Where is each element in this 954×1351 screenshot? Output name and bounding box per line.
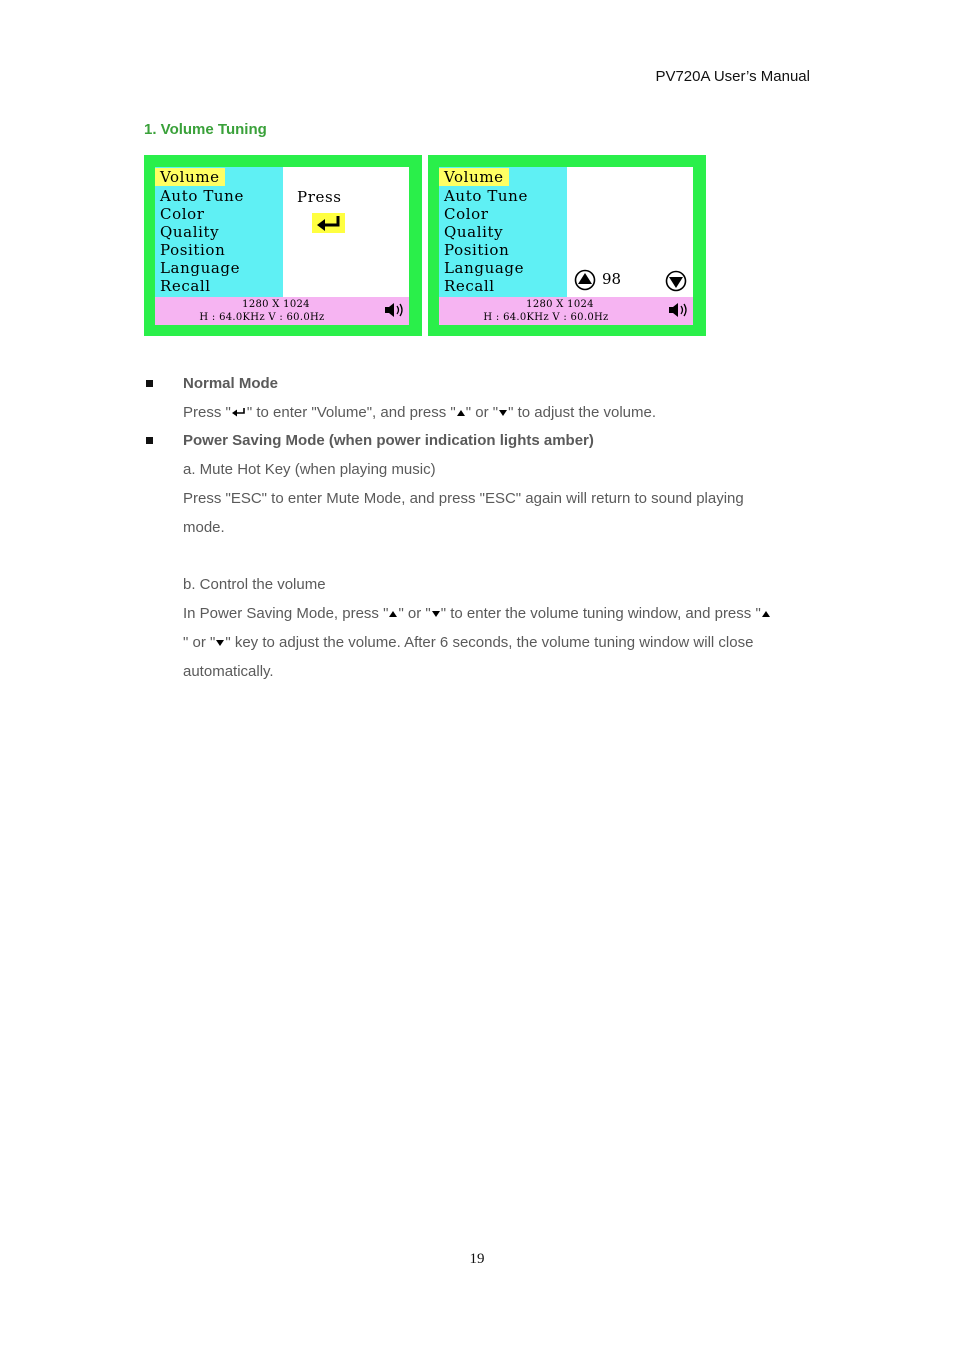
text-fragment: " key to adjust the volume. After 6 seconds, the volume tuning window will close	[225, 634, 754, 651]
control-volume-line-2	[183, 634, 753, 651]
osd-menu-item-color: Color	[160, 205, 205, 223]
volume-value: 98	[602, 270, 622, 288]
text-fragment: " to adjust the volume.	[508, 404, 656, 421]
power-saving-heading: Power Saving Mode (when power indication lights amber)	[183, 432, 594, 449]
osd-resolution: 1280 X 1024	[526, 299, 594, 310]
osd-press-label: Press	[297, 188, 342, 206]
control-volume-line-3: automatically.	[183, 663, 274, 680]
control-volume-line-1	[183, 605, 771, 622]
text-fragment: Press "	[183, 404, 231, 421]
up-triangle-icon	[456, 409, 466, 417]
manual-title: PV720A User’s Manual	[655, 68, 810, 85]
control-volume-title: b. Control the volume	[183, 576, 326, 593]
osd-screenshot-press	[144, 155, 422, 336]
down-triangle-icon	[215, 639, 225, 647]
text-fragment: " or "	[183, 634, 216, 651]
normal-mode-heading: Normal Mode	[183, 375, 279, 392]
up-triangle-icon	[761, 610, 771, 618]
up-arrow-icon	[574, 269, 596, 291]
text-fragment: " to enter the volume tuning window, and press "	[440, 605, 761, 622]
osd-menu-item-autotune: Auto Tune	[160, 187, 244, 205]
osd-menu-item-language: Language	[444, 259, 525, 277]
osd-screen	[155, 167, 409, 325]
page-number: 19	[469, 1251, 485, 1267]
enter-key-icon	[231, 407, 247, 419]
osd-status-bar	[439, 297, 693, 325]
text-fragment: " or "	[465, 404, 499, 421]
osd-menu	[155, 167, 283, 297]
osd-menu-item-autotune: Auto Tune	[444, 187, 528, 205]
osd-screen	[439, 167, 693, 325]
osd-menu-item-position: Position	[160, 241, 226, 259]
enter-key-icon	[312, 213, 345, 233]
osd-menu-item-volume: Volume	[155, 168, 225, 186]
text-fragment: In Power Saving Mode, press "	[183, 605, 389, 622]
osd-resolution: 1280 X 1024	[242, 299, 310, 310]
osd-menu-item-position: Position	[444, 241, 510, 259]
osd-menu-item-volume: Volume	[439, 168, 509, 186]
down-triangle-icon	[431, 610, 441, 618]
osd-frequency: H : 64.0KHz V : 60.0Hz	[483, 312, 609, 323]
text-fragment: " to enter "Volume", and press "	[246, 404, 456, 421]
mute-text-line-2: mode.	[183, 519, 225, 536]
osd-menu-item-recall: Recall	[444, 277, 495, 295]
bullet-icon	[146, 380, 153, 387]
osd-menu-item-quality: Quality	[160, 223, 220, 241]
osd-menu-item-recall: Recall	[160, 277, 211, 295]
osd-screenshot-volume	[428, 155, 706, 336]
osd-frequency: H : 64.0KHz V : 60.0Hz	[199, 312, 325, 323]
mute-hot-key-title: a. Mute Hot Key (when playing music)	[183, 461, 436, 478]
up-triangle-icon	[388, 610, 398, 618]
normal-mode-text	[183, 404, 656, 421]
section-title: 1. Volume Tuning	[144, 121, 267, 138]
down-triangle-icon	[498, 409, 508, 417]
osd-status-bar	[155, 297, 409, 325]
osd-menu	[439, 167, 567, 297]
down-arrow-icon	[665, 270, 687, 292]
mute-text-line-1: Press "ESC" to enter Mute Mode, and press "ESC" again will return to sound playing	[183, 490, 744, 507]
speaker-icon	[668, 300, 690, 320]
text-fragment: " or "	[398, 605, 431, 622]
osd-menu-item-language: Language	[160, 259, 241, 277]
osd-menu-item-color: Color	[444, 205, 489, 223]
osd-menu-item-quality: Quality	[444, 223, 504, 241]
speaker-icon	[384, 300, 406, 320]
bullet-icon	[146, 437, 153, 444]
